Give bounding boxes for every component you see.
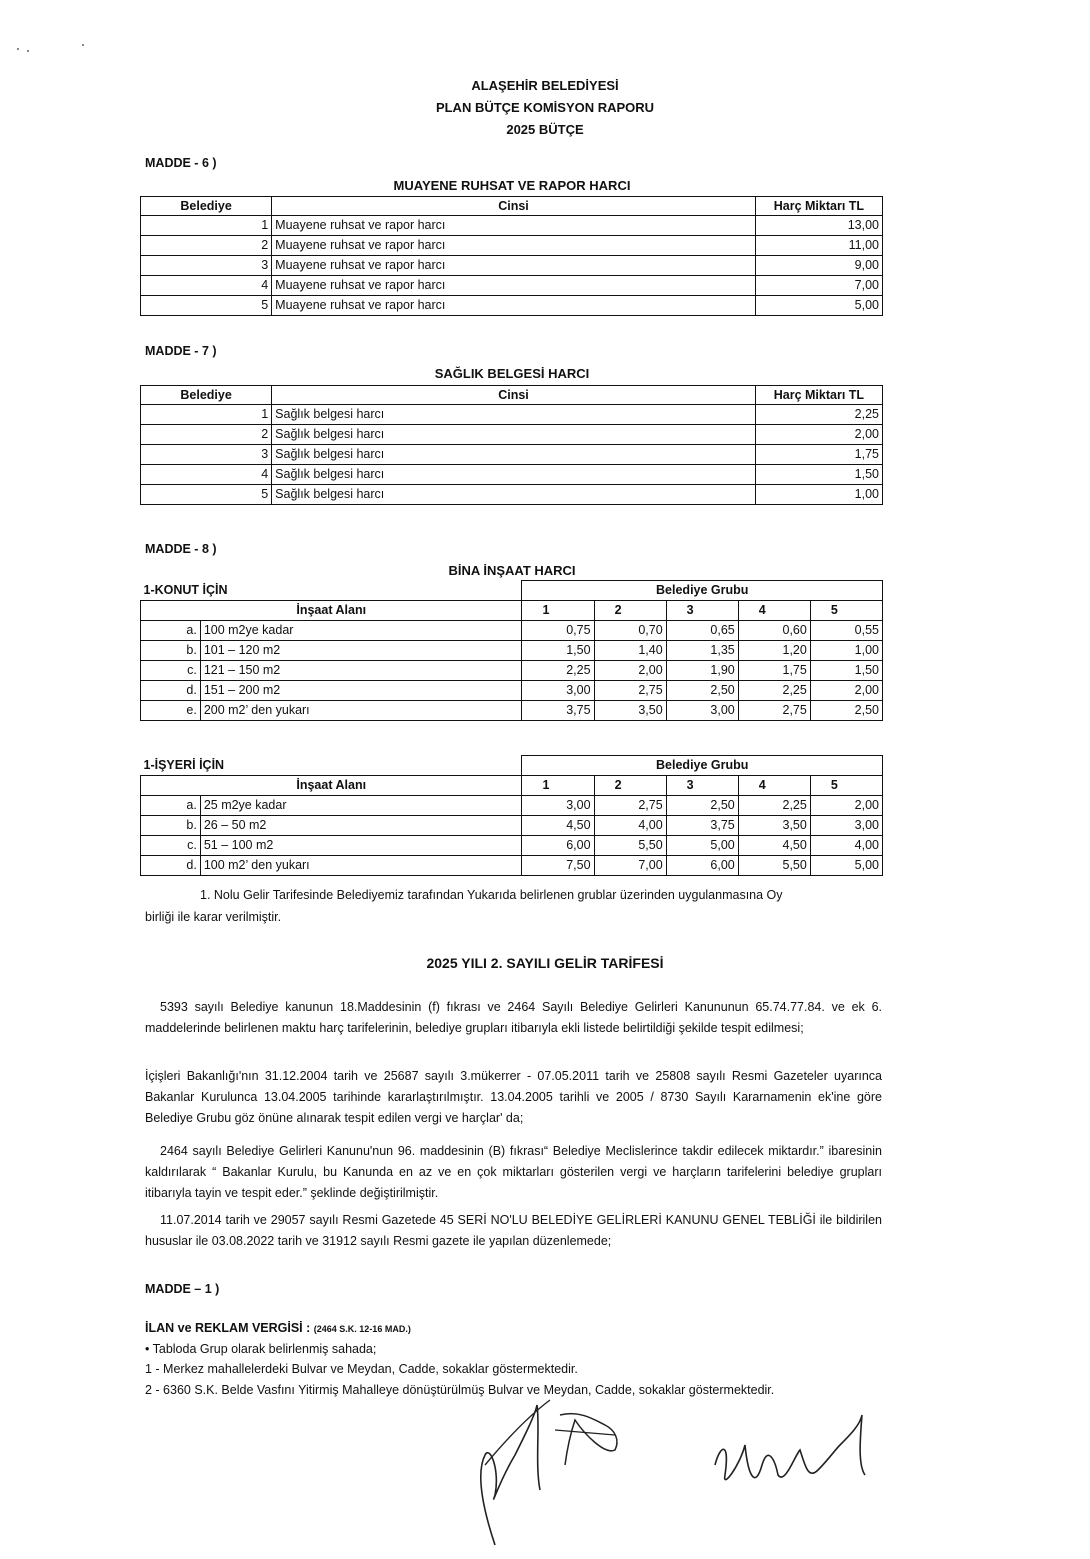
row-name: Sağlık belgesi harcı	[272, 465, 756, 485]
row-letter: e.	[141, 701, 201, 721]
madde-8-title: BİNA İNŞAAT HARCI	[448, 563, 576, 578]
table-row	[141, 425, 883, 445]
ilan-reference: (2464 S.K. 12-16 MAD.)	[313, 1324, 411, 1334]
row-amount: 1,50	[755, 465, 882, 485]
row-letter: d.	[141, 856, 201, 876]
table-row	[141, 816, 883, 836]
row-value: 4,00	[810, 836, 882, 856]
row-value: 6,00	[666, 856, 738, 876]
ilan-bullet: • Tabloda Grup olarak belirlenmiş sahada;	[145, 1342, 377, 1356]
table-row	[141, 796, 883, 816]
row-area: 151 – 200 m2	[200, 681, 522, 701]
tarife-paragraph-2: İçişleri Bakanlığı'nın 31.12.2004 tarih ve 25687 sayılı 3.mükerrer - 07.05.2011 tarih ve 25808 sayılı Resmi Gazeteler uyarınca Bakanlar Kurulunca 13.04.2005 tarihinde kararlaştırılmıştır. 13.04.2005 tarihli ve 2005 / 8730 Sayılı Kararnamenin ek'ine göre Belediye Grubu göz önüne alınarak tespit edilen vergi ve harçlar' da;	[145, 1069, 882, 1125]
row-value: 2,00	[810, 796, 882, 816]
col-header: Harç Miktarı TL	[755, 386, 882, 405]
row-value: 5,50	[738, 856, 810, 876]
table-row	[141, 836, 883, 856]
ilan-item-1: 1 - Merkez mahallelerdeki Bulvar ve Meydan, Cadde, sokaklar göstermektedir.	[145, 1362, 578, 1376]
isyeri-subtitle: 1-İŞYERİ İÇİN	[143, 757, 225, 772]
isyeri-table	[140, 755, 883, 876]
header-year: 2025 BÜTÇE	[506, 122, 584, 137]
row-value: 2,75	[738, 701, 810, 721]
row-value: 2,25	[738, 796, 810, 816]
row-value: 2,00	[810, 681, 882, 701]
row-value: 1,35	[666, 641, 738, 661]
row-value: 5,00	[810, 856, 882, 876]
madde-8-label: MADDE - 8 )	[145, 542, 217, 556]
madde-6-title: MUAYENE RUHSAT VE RAPOR HARCI	[393, 178, 631, 193]
row-amount: 2,25	[755, 405, 882, 425]
group-no: 3	[666, 776, 738, 796]
row-value: 0,55	[810, 621, 882, 641]
row-value: 1,40	[594, 641, 666, 661]
row-name: Sağlık belgesi harcı	[272, 445, 756, 465]
row-name: Sağlık belgesi harcı	[272, 485, 756, 505]
madde-1-label: MADDE – 1 )	[145, 1282, 220, 1296]
row-no: 1	[141, 216, 272, 236]
table-row	[141, 236, 883, 256]
row-value: 4,50	[738, 836, 810, 856]
row-no: 3	[141, 445, 272, 465]
row-value: 1,20	[738, 641, 810, 661]
row-value: 3,50	[594, 701, 666, 721]
ilan-heading	[145, 1321, 411, 1335]
row-name: Muayene ruhsat ve rapor harcı	[272, 256, 756, 276]
row-name: Muayene ruhsat ve rapor harcı	[272, 296, 756, 316]
row-no: 5	[141, 296, 272, 316]
row-value: 1,50	[522, 641, 594, 661]
table-row	[141, 465, 883, 485]
table-row	[141, 641, 883, 661]
konut-group-header: Belediye Grubu	[522, 581, 883, 601]
row-value: 1,00	[810, 641, 882, 661]
table-row	[141, 256, 883, 276]
row-value: 1,50	[810, 661, 882, 681]
col-header: Cinsi	[272, 386, 756, 405]
row-value: 7,50	[522, 856, 594, 876]
row-no: 5	[141, 485, 272, 505]
row-no: 1	[141, 405, 272, 425]
tarife-paragraph-1: 5393 sayılı Belediye kanunun 18.Maddesinin (f) fıkrası ve 2464 Sayılı Belediye Gelirleri Kanununun 65.74.77.84. ve ek 6. maddelerinde belirlenen maktu harç tarifelerinin, belediye grupları itibarıyla ekli listede belirtildiği şekilde tespit edilmesi;	[145, 1000, 882, 1035]
row-value: 3,75	[666, 816, 738, 836]
col-header: Belediye	[141, 386, 272, 405]
row-value: 2,50	[666, 796, 738, 816]
row-value: 3,00	[522, 681, 594, 701]
row-value: 2,75	[594, 796, 666, 816]
row-name: Muayene ruhsat ve rapor harcı	[272, 236, 756, 256]
table-row	[141, 445, 883, 465]
row-area: 51 – 100 m2	[200, 836, 522, 856]
scan-speck	[17, 48, 19, 50]
row-no: 4	[141, 276, 272, 296]
group-no: 5	[810, 601, 882, 621]
row-amount: 11,00	[755, 236, 882, 256]
col-header: Harç Miktarı TL	[755, 197, 882, 216]
table-row	[141, 856, 883, 876]
group-no: 2	[594, 776, 666, 796]
madde-6-label: MADDE - 6 )	[145, 156, 217, 170]
row-value: 5,00	[666, 836, 738, 856]
row-value: 2,50	[810, 701, 882, 721]
madde-7-table	[140, 385, 883, 505]
col-header: Cinsi	[272, 197, 756, 216]
col-header: Belediye	[141, 197, 272, 216]
scan-speck	[82, 44, 84, 46]
row-value: 1,75	[738, 661, 810, 681]
row-name: Muayene ruhsat ve rapor harcı	[272, 216, 756, 236]
header-institution: ALAŞEHİR BELEDİYESİ	[471, 78, 619, 93]
row-value: 2,25	[522, 661, 594, 681]
signature-2	[700, 1405, 890, 1515]
row-value: 3,00	[810, 816, 882, 836]
row-value: 4,00	[594, 816, 666, 836]
tarife-paragraph-4: 11.07.2014 tarih ve 29057 sayılı Resmi Gazetede 45 SERİ NO'LU BELEDİYE GELİRLERİ KANUNU GENEL TEBLİĞİ ile bildirilen hususlar ile 03.08.2022 tarih ve 31912 sayılı Resmi gazete ile yapılan düzenlemede;	[145, 1213, 882, 1248]
row-area: 121 – 150 m2	[200, 661, 522, 681]
row-name: Sağlık belgesi harcı	[272, 405, 756, 425]
row-value: 3,00	[522, 796, 594, 816]
row-no: 2	[141, 236, 272, 256]
row-amount: 13,00	[755, 216, 882, 236]
row-value: 5,50	[594, 836, 666, 856]
row-area: 101 – 120 m2	[200, 641, 522, 661]
group-no: 3	[666, 601, 738, 621]
row-amount: 9,00	[755, 256, 882, 276]
row-letter: b.	[141, 641, 201, 661]
group-no: 5	[810, 776, 882, 796]
signature-1	[455, 1395, 655, 1555]
group-no: 1	[522, 776, 594, 796]
group-no: 4	[738, 776, 810, 796]
madde-7-title: SAĞLIK BELGESİ HARCI	[434, 366, 590, 381]
madde-7-label: MADDE - 7 )	[145, 344, 217, 358]
row-value: 6,00	[522, 836, 594, 856]
row-value: 2,75	[594, 681, 666, 701]
row-value: 2,25	[738, 681, 810, 701]
row-letter: c.	[141, 836, 201, 856]
row-amount: 1,00	[755, 485, 882, 505]
row-value: 4,50	[522, 816, 594, 836]
row-value: 0,60	[738, 621, 810, 641]
group-no: 1	[522, 601, 594, 621]
row-area: 200 m2’ den yukarı	[200, 701, 522, 721]
table-row	[141, 621, 883, 641]
table-row	[141, 681, 883, 701]
row-value: 1,90	[666, 661, 738, 681]
ilan-item-2: 2 - 6360 S.K. Belde Vasfını Yitirmiş Mahalleye dönüştürülmüş Bulvar ve Meydan, Cadde, sokaklar göstermektedir.	[145, 1383, 775, 1397]
row-letter: a.	[141, 621, 201, 641]
header-report: PLAN BÜTÇE KOMİSYON RAPORU	[435, 100, 655, 115]
isyeri-group-header: Belediye Grubu	[522, 756, 883, 776]
table-row	[141, 296, 883, 316]
row-value: 3,00	[666, 701, 738, 721]
row-letter: b.	[141, 816, 201, 836]
row-amount: 5,00	[755, 296, 882, 316]
row-no: 3	[141, 256, 272, 276]
row-amount: 2,00	[755, 425, 882, 445]
konut-table	[140, 580, 883, 721]
row-value: 0,75	[522, 621, 594, 641]
row-letter: d.	[141, 681, 201, 701]
madde-8-note-line2: birliği ile karar verilmiştir.	[145, 910, 282, 924]
madde-8-note-line1: 1. Nolu Gelir Tarifesinde Belediyemiz tarafından Yukarıda belirlenen grublar üzerinden uygulanmasına Oy	[200, 888, 783, 902]
row-letter: c.	[141, 661, 201, 681]
isyeri-area-header: İnşaat Alanı	[141, 776, 522, 796]
row-area: 100 m2’ den yukarı	[200, 856, 522, 876]
table-row	[141, 276, 883, 296]
row-no: 2	[141, 425, 272, 445]
row-area: 100 m2ye kadar	[200, 621, 522, 641]
tarife-title: 2025 YILI 2. SAYILI GELİR TARİFESİ	[426, 955, 664, 971]
konut-area-header: İnşaat Alanı	[141, 601, 522, 621]
table-row	[141, 485, 883, 505]
scan-speck	[27, 50, 29, 52]
row-name: Sağlık belgesi harcı	[272, 425, 756, 445]
row-amount: 7,00	[755, 276, 882, 296]
row-value: 3,50	[738, 816, 810, 836]
madde-6-table	[140, 196, 883, 316]
tarife-paragraph-3: 2464 sayılı Belediye Gelirleri Kanunu'nun 96. maddesinin (B) fıkrası“ Belediye Meclislerince takdir edilecek miktardır.” ibaresinin kaldırılarak “ Bakanlar Kurulu, bu Kanunda en az ve en çok miktarları gösterilen vergi ve harçların tarifelerini belediye grupları itibarıyla tayin ve tespit eder.” şeklinde değiştirilmiştir.	[145, 1144, 882, 1200]
row-value: 7,00	[594, 856, 666, 876]
table-row	[141, 661, 883, 681]
row-amount: 1,75	[755, 445, 882, 465]
row-no: 4	[141, 465, 272, 485]
table-row	[141, 405, 883, 425]
row-area: 26 – 50 m2	[200, 816, 522, 836]
row-area: 25 m2ye kadar	[200, 796, 522, 816]
table-row	[141, 701, 883, 721]
row-value: 2,00	[594, 661, 666, 681]
konut-subtitle: 1-KONUT İÇİN	[143, 582, 228, 597]
row-letter: a.	[141, 796, 201, 816]
table-row	[141, 216, 883, 236]
row-value: 0,65	[666, 621, 738, 641]
ilan-title: İLAN ve REKLAM VERGİSİ :	[145, 1321, 311, 1335]
group-no: 4	[738, 601, 810, 621]
row-value: 2,50	[666, 681, 738, 701]
row-name: Muayene ruhsat ve rapor harcı	[272, 276, 756, 296]
row-value: 3,75	[522, 701, 594, 721]
group-no: 2	[594, 601, 666, 621]
row-value: 0,70	[594, 621, 666, 641]
